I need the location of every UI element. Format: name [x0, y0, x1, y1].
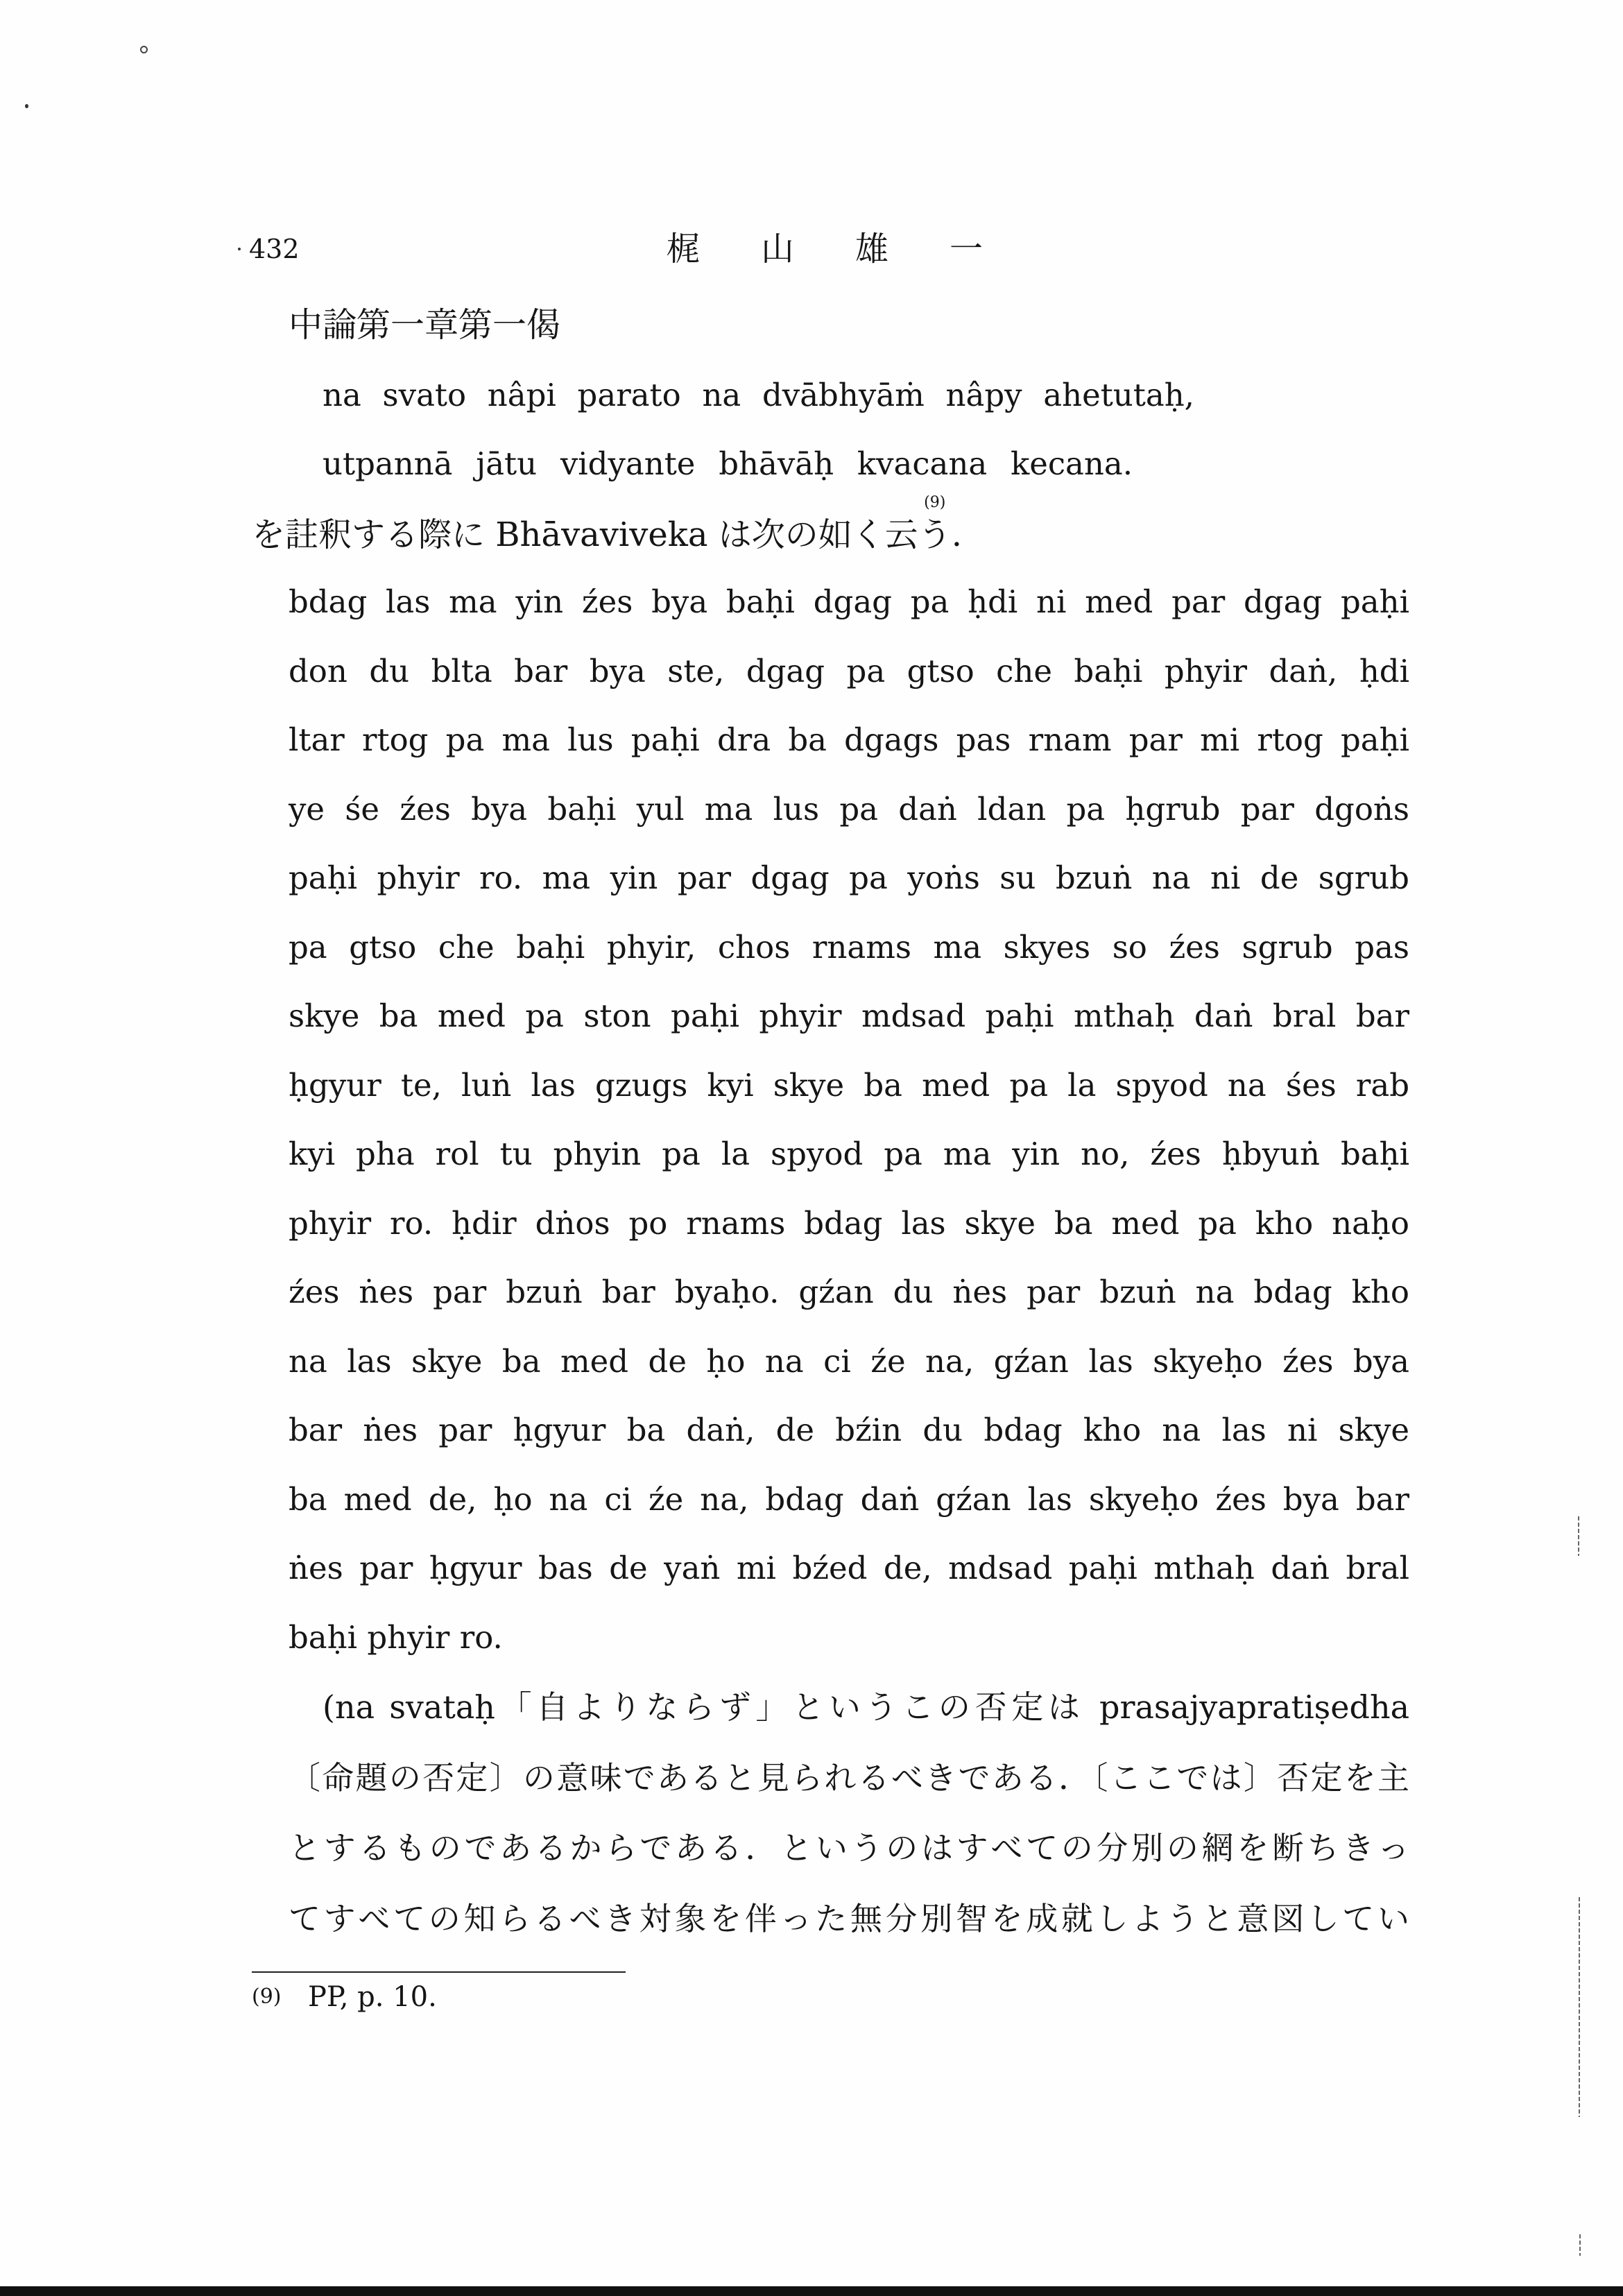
tibetan-line: don du blta bar bya ste, dgag pa gtso che baḥi phyir daṅ, ḥdi	[289, 652, 1409, 689]
commentary-line: (na svataḥ「自よりならず」というこの否定は prasajyapratiṣedha	[323, 1688, 1409, 1726]
tibetan-line: ltar rtog pa ma lus paḥi dra ba dgags pas rnam par mi rtog paḥi	[289, 721, 1409, 758]
scan-bottom-border	[0, 2286, 1623, 2296]
tibetan-quote-block	[289, 567, 1409, 1672]
intro-ref-char: う	[918, 515, 952, 554]
tibetan-line: ḥgyur te, luṅ las gzugs kyi skye ba med pa la spyod na śes rab	[289, 1066, 1409, 1104]
footnote-text: PP, p. 10.	[308, 1981, 437, 2013]
scan-edge-line	[1579, 2234, 1581, 2256]
tibetan-line: pa gtso che baḥi phyir, chos rnams ma skyes so źes sgrub pas	[289, 928, 1409, 966]
tibetan-line: paḥi phyir ro. ma yin par dgag pa yoṅs su bzuṅ na ni de sgrub	[289, 859, 1409, 896]
scan-edge-line	[1578, 1516, 1579, 1556]
tibetan-line: kyi pha rol tu phyin pa la spyod pa ma yin no, źes ḥbyuṅ baḥi	[289, 1136, 1409, 1172]
tibetan-line: ṅes par ḥgyur bas de yaṅ mi bźed de, mdsad paḥi mthaḥ daṅ bral	[289, 1550, 1409, 1586]
commentary-line: 〔命題の否定〕の意味であると見られるべきである．〔ここでは〕否定を主	[289, 1758, 1409, 1797]
intro-text: を註釈する際に Bhāvaviveka は次の如く云	[252, 515, 918, 554]
commentary-line: とするものであるからである．というのはすべての分別の網を断ちきっ	[289, 1829, 1409, 1867]
footnote-anchor	[918, 494, 952, 556]
verse-heading: 中論第一章第一偈	[289, 305, 561, 345]
verse-line: na svato nâpi parato na dvābhyāṁ nâpy ahetutaḥ,	[323, 377, 1194, 413]
tibetan-line: ye śe źes bya baḥi yul ma lus pa daṅ ldan pa ḥgrub par dgoṅs	[289, 790, 1409, 828]
scan-speck	[238, 248, 241, 250]
tibetan-line: bdag las ma yin źes bya baḥi dgag pa ḥdi ni med par dgag paḥi	[289, 583, 1409, 620]
tibetan-line: ba med de, ḥo na ci źe na, bdag daṅ gźan las skyeḥo źes bya bar	[289, 1480, 1409, 1518]
tibetan-line: baḥi phyir ro.	[289, 1618, 503, 1656]
intro-sentence	[252, 494, 963, 556]
scan-speck	[25, 104, 28, 108]
scan-edge-line	[1579, 1897, 1580, 2117]
page-number: 432	[249, 234, 300, 264]
footnote-reference: (9)	[924, 494, 946, 511]
tibetan-line: źes ṅes par bzuṅ bar byaḥo. gźan du ṅes par bzuṅ na bdag kho	[289, 1274, 1409, 1310]
commentary-paragraph	[289, 1672, 1409, 1954]
intro-end: .	[951, 515, 963, 554]
tibetan-line: skye ba med pa ston paḥi phyir mdsad paḥi mthaḥ daṅ bral bar	[289, 997, 1409, 1034]
verse-line: utpannā jātu vidyante bhāvāḥ kvacana kecana.	[323, 445, 1133, 482]
tibetan-line: phyir ro. ḥdir dṅos po rnams bdag las skye ba med pa kho naḥo	[289, 1204, 1409, 1242]
commentary-line: てすべての知らるべき対象を伴った無分別智を成就しようと意図してい	[289, 1899, 1409, 1937]
footnote-rule	[252, 1971, 626, 1973]
tibetan-line: na las skye ba med de ḥo na ci źe na, gźan las skyeḥo źes bya	[289, 1342, 1409, 1380]
scan-speck	[140, 46, 148, 53]
tibetan-line: bar ṅes par ḥgyur ba daṅ, de bźin du bdag kho na las ni skye	[289, 1412, 1409, 1448]
footnote-marker: (9)	[252, 1985, 282, 2009]
running-head-author: 梶山雄一	[667, 230, 1045, 268]
